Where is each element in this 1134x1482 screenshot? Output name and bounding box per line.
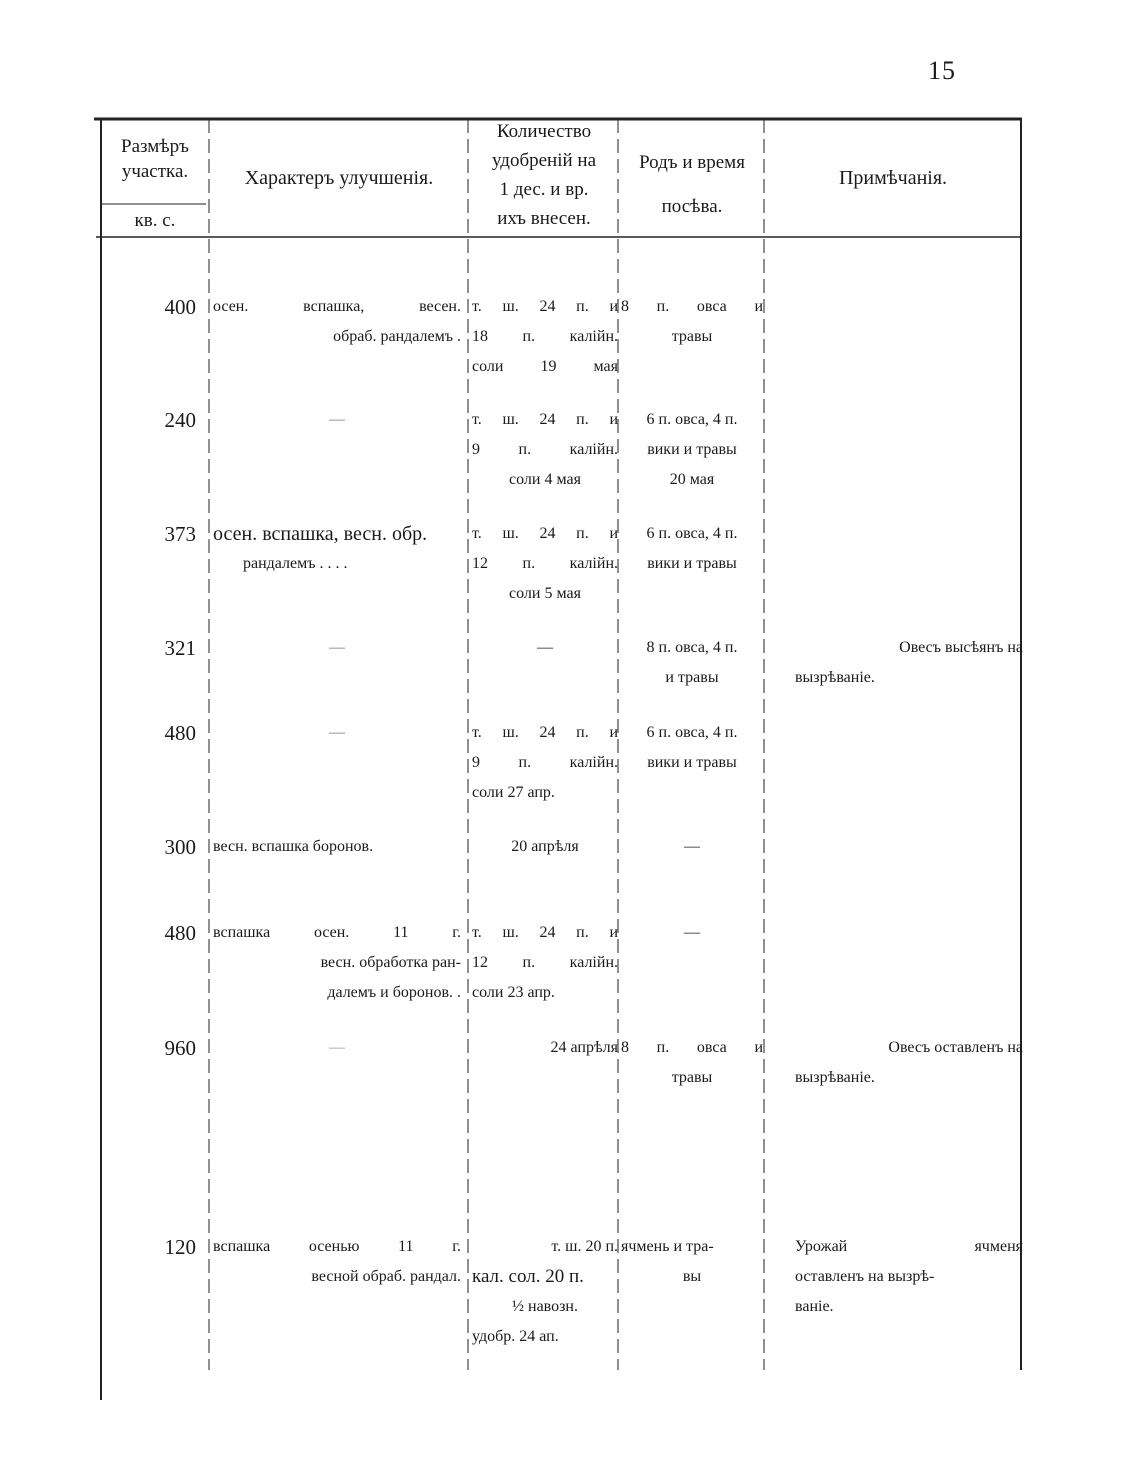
fertilizer-line: 24 апрѣля (550, 1039, 618, 1056)
fertilizer-line: 12 п. калійн. (472, 954, 618, 971)
sowing-line: травы (671, 328, 713, 345)
header-fertilizer-line: Количество (496, 121, 592, 142)
row-fertilizer (472, 718, 618, 808)
row-fertilizer (472, 292, 618, 382)
row-size: 240 (164, 408, 196, 432)
header-notes: Примѣчанія. (838, 167, 948, 189)
improvement-line: осен. вспашка, весен. (213, 298, 461, 315)
sowing-line: вики и травы (647, 555, 737, 572)
fertilizer-line: 9 п. калійн. (472, 754, 618, 771)
improvement-line: весной обраб. рандал. (311, 1268, 461, 1285)
row-sowing (621, 405, 763, 495)
row-notes (795, 1232, 1023, 1322)
fertilizer-line: т. ш. 20 п. (551, 1238, 618, 1255)
row-improvement (213, 832, 461, 862)
fertilizer-line: 20 апрѣля (511, 838, 579, 855)
improvement-line: осен. вспашка, весн. обр. (213, 523, 428, 545)
fertilizer-line: т. ш. 24 п. и (472, 411, 618, 428)
fertilizer-line: соли 4 мая (509, 471, 581, 488)
improvement-line: — (329, 411, 345, 428)
row-fertilizer (472, 405, 618, 495)
header-fertilizer-line: удобреній на (491, 150, 597, 171)
header-fertilizer-line: 1 дес. и вр. (499, 179, 589, 200)
header-fertilizer-line: ихъ внесен. (497, 208, 591, 229)
fertilizer-line: соли 27 апр. (472, 784, 555, 801)
sowing-line: 6 п. овса, 4 п. (646, 411, 738, 428)
improvement-line: вспашка осен. 11 г. (213, 924, 461, 941)
row-size: 120 (164, 1235, 196, 1259)
header-fertilizer (470, 117, 618, 233)
fertilizer-line: ½ навозн. (512, 1298, 578, 1315)
sowing-line: и травы (665, 669, 719, 686)
row-fertilizer (472, 1232, 618, 1352)
header-size-line: Размѣръ (121, 136, 189, 157)
row-sowing (621, 918, 763, 948)
sowing-line: ячмень и тра- (621, 1238, 714, 1255)
improvement-line: — (329, 724, 345, 741)
sowing-line: — (684, 924, 700, 941)
row-notes (795, 1033, 1023, 1093)
row-fertilizer (472, 633, 618, 663)
row-size: 321 (164, 636, 196, 660)
improvement-line: рандалемъ . . . . (243, 555, 348, 572)
fertilizer-line: соли 19 мая (472, 358, 618, 375)
notes-line: Овесъ высѣянъ на (899, 639, 1023, 656)
notes-line: вызрѣваніе. (795, 669, 875, 686)
notes-line: Овесъ оставленъ на (888, 1039, 1023, 1056)
improvement-line: весн. обработка ран- (320, 954, 461, 971)
row-fertilizer (472, 519, 618, 609)
row-sowing (621, 1232, 763, 1292)
sowing-line: вики и травы (647, 754, 737, 771)
row-sowing (621, 519, 763, 579)
sowing-line: 8 п. овса и (621, 298, 763, 315)
improvement-line: — (329, 639, 345, 656)
row-improvement (213, 1033, 461, 1063)
fertilizer-line: т. ш. 24 п. и (472, 525, 618, 542)
fertilizer-line: удобр. 24 ап. (472, 1328, 559, 1345)
row-improvement (213, 633, 461, 663)
header-improvement: Характеръ улучшенія. (244, 167, 434, 189)
improvement-line: — (329, 1039, 345, 1056)
sowing-line: 8 п. овса и (621, 1039, 763, 1056)
row-improvement (213, 918, 461, 1008)
row-fertilizer (472, 918, 618, 1008)
header-size-unit: кв. с. (134, 210, 176, 231)
header-sowing-line: посѣва. (661, 196, 723, 217)
row-improvement (213, 292, 461, 352)
fertilizer-line: 9 п. калійн. (472, 441, 618, 458)
row-size: 373 (164, 522, 196, 546)
sowing-line: 8 п. овса, 4 п. (646, 639, 738, 656)
fertilizer-line: т. ш. 24 п. и (472, 298, 618, 315)
row-notes (795, 633, 1023, 693)
header-sowing (620, 141, 764, 229)
improvement-line: обраб. рандалемъ . (333, 328, 461, 345)
notes-line: вызрѣваніе. (795, 1069, 875, 1086)
row-size: 480 (164, 921, 196, 945)
row-fertilizer (472, 1033, 618, 1063)
fertilizer-line: т. ш. 24 п. и (472, 924, 618, 941)
improvement-line: вспашка осенью 11 г. (213, 1238, 461, 1255)
row-sowing (621, 633, 763, 693)
improvement-line: далемъ и боронов. . (327, 984, 461, 1001)
row-improvement (213, 519, 461, 579)
header-size-line: участка. (121, 161, 189, 182)
row-sowing (621, 718, 763, 778)
sowing-line: вы (682, 1268, 702, 1285)
row-improvement (213, 718, 461, 748)
row-size: 400 (164, 295, 196, 319)
row-size: 480 (164, 721, 196, 745)
sowing-line: 20 мая (669, 471, 715, 488)
sowing-line: 6 п. овса, 4 п. (646, 724, 738, 741)
sowing-line: вики и травы (647, 441, 737, 458)
fertilizer-line: соли 23 апр. (472, 984, 555, 1001)
fertilizer-line: 18 п. калійн. (472, 328, 618, 345)
sowing-line: — (684, 838, 700, 855)
fertilizer-line: т. ш. 24 п. и (472, 724, 618, 741)
improvement-line: весн. вспашка боронов. (213, 838, 374, 855)
fertilizer-line: соли 5 мая (509, 585, 581, 602)
notes-line: ваніе. (795, 1298, 834, 1315)
row-sowing (621, 292, 763, 352)
row-sowing (621, 832, 763, 862)
fertilizer-line: — (537, 639, 553, 656)
row-sowing (621, 1033, 763, 1093)
page-number: 15 (928, 56, 956, 85)
notes-line: оставленъ на вызрѣ- (795, 1268, 935, 1285)
sowing-line: травы (671, 1069, 713, 1086)
sowing-line: 6 п. овса, 4 п. (646, 525, 738, 542)
header-sowing-line: Родъ и время (639, 152, 745, 173)
fertilizer-line: кал. сол. 20 п. (472, 1266, 584, 1287)
row-improvement (213, 405, 461, 435)
row-fertilizer (472, 832, 618, 862)
fertilizer-line: 12 п. калійн. (472, 555, 618, 572)
notes-line: Урожай ячменя (795, 1238, 1023, 1255)
row-size: 960 (164, 1036, 196, 1060)
row-size: 300 (164, 835, 196, 859)
row-improvement (213, 1232, 461, 1292)
header-size-title (103, 134, 207, 184)
